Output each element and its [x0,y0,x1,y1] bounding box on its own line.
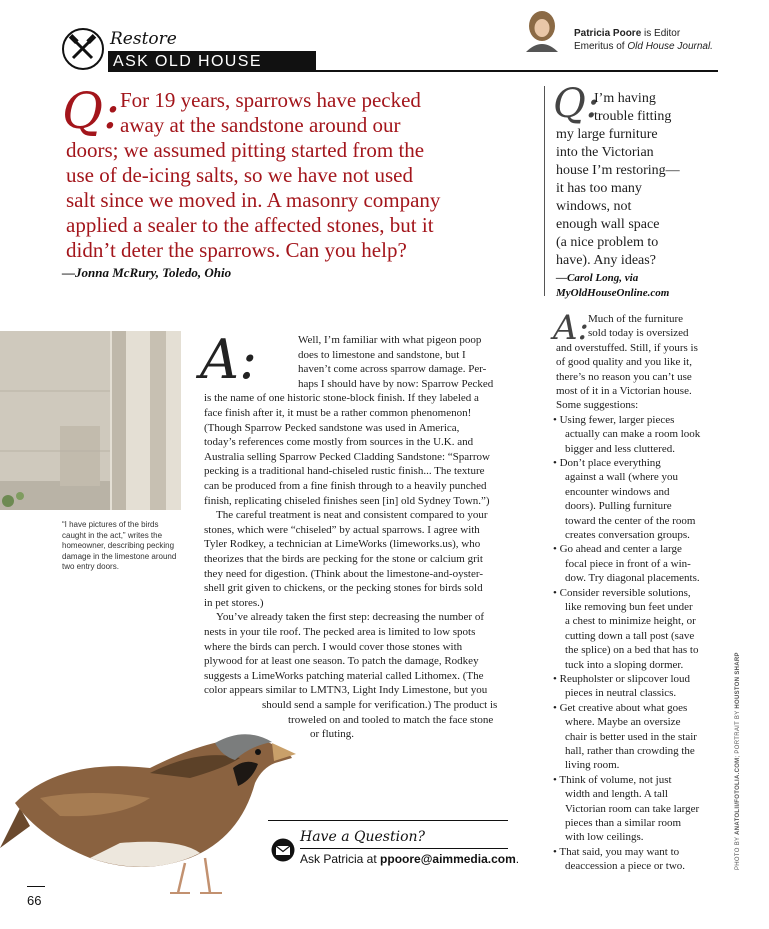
question-line: doors; we assumed pitting started from the [66,138,425,162]
question-line: didn’t deter the sparrows. Can you help? [66,238,407,262]
question-marker: Q: [62,82,120,140]
answer-line: plywood for at least one season. To patch the damage, Rodkey [204,655,479,668]
answer-line: Australia selling Sparrow Pecked Cladding Sandstone: “Sparrow [204,450,490,463]
sidebar-answer-line: • Go ahead and center a large [553,543,682,556]
sidebar-answer-line: pieces than a similar room [565,817,682,829]
sidebar-answer-line: • Get creative about what goes [553,701,688,714]
sidebar-answer-line: chair is better used in the stair [565,730,697,743]
sidebar-answer-line: • Don’t place everything [553,457,661,469]
answer-line: finish, replicating chiseled finishes seen [in] old Sydney Town.”) [204,494,490,507]
answer-line: is the name of one historic stone-block finish. If they labeled a [204,392,479,405]
answer-line: stones, which were “chiseled” by actual sparrows. I agree with [204,523,480,536]
answer-line: they need for digestion. (Think about the limestone-and-oyster- [204,567,483,580]
sidebar-question-signature-site: MyOldHouseOnline.com [556,287,670,299]
sidebar-answer-line: hall, rather than crowding the [565,745,695,757]
sidebar-answer-line: Some suggestions: [556,399,639,412]
contact-title: Have a Question? [300,829,426,845]
answer-line: face finish after it, it must be a rather common phenomenon! [204,407,472,419]
sidebar-answer-line: deaccession a piece or two. [565,860,686,873]
sidebar-answer-line: most of it in a Victorian house. [556,385,692,397]
answer-line: troweled on and tooled to match the face stone [288,713,494,726]
photo-credit [735,652,741,870]
sidebar-question-line: have). Any ideas? [556,253,656,268]
answer-marker: A: [200,328,258,391]
envelope-icon [270,838,296,862]
sidebar-answer-line: • Using fewer, larger pieces [553,413,675,426]
sidebar-answer-line: Much of the furniture [588,313,683,325]
answer-line: color appears similar to LMTN3, Light Indy Limestone, but you [204,684,488,697]
sidebar-answer-line: encounter windows and [565,485,670,498]
sidebar-answer-line: of good quality and you like it, [556,356,692,369]
contact-email-link[interactable]: ppoore@aimmedia.com [380,852,516,866]
sidebar-answer-line: width and length. A tall [565,788,668,801]
sidebar-answer-line: where. Maybe an oversize [565,716,681,729]
sidebar-answer-line: cutting down a tall post (save [565,629,695,642]
sidebar-answer-line: bigger and less cluttered. [565,442,675,455]
sidebar-question-line: windows, not [556,199,632,214]
question-signature: —Jonna McRury, Toledo, Ohio [62,265,232,280]
answer-line: nests in your tile roof. The pecked area is limited to low spots [204,626,476,638]
sidebar-answer-line: toward the center of the room [565,514,696,527]
section-title: ASK OLD HOUSE JOURNAL [108,51,316,72]
answer-line: pecking is a traditional hand-chiseled rustic finish... The texture [204,465,485,478]
sparrow-photo [0,698,300,898]
sidebar-answer-line: focal piece in front of a win- [565,557,691,570]
sidebar-question-line: (a nice problem to [556,235,659,250]
sidebar-question-line: into the Victorian [556,145,654,160]
sidebar-answer-line: tuck into a sloping dormer. [565,658,684,671]
sidebar-question-line: enough wall space [556,217,660,232]
sidebar-answer-marker: A: [553,308,590,348]
author-portrait [522,8,562,52]
credit-prefix: PHOTO BY [735,834,741,870]
sidebar-answer-line: • Consider reversible solutions, [553,586,691,599]
sidebar-answer-line: • Think of volume, not just [553,773,672,786]
page-number-rule [27,886,45,887]
contact-suffix: . [515,852,520,866]
answer-line: haps I should have by now: Sparrow Pecked [298,377,494,390]
answer-line: Well, I’m familiar with what pigeon poop [298,334,482,346]
section-kicker: Restore [110,29,177,49]
author-role-cont: Emeritus of [574,40,628,52]
answer-line: Tyler Rodkey, a technician at LimeWorks (limeworks.us), who [204,538,481,551]
sidebar-question-line: it has too many [556,181,642,196]
sidebar-answer-line: living room. [565,759,620,772]
question-line: For 19 years, sparrows have pecked [120,88,421,112]
question-line: use of de-icing salts, so we have not used [66,163,414,187]
answer-line: suggests a LimeWorks patching material called Lithomex. (The [204,669,484,682]
credit-photographer: ANATOLII/FOTOLIA.COM [735,757,741,835]
sidebar-answer-line: creates conversation groups. [565,529,690,541]
photo-caption: “I have pictures of the birds caught in the act,” writes the homeowner, describing pecking damage in the limestone around two entry doors. [62,520,177,571]
sidebar-answer-line: doors). Pulling furniture [565,500,672,513]
answer-line: in pet stores.) [204,596,264,609]
author-role: is Editor [641,28,681,39]
sidebar-question-signature: —Carol Long, via [556,272,639,284]
header-divider [316,70,718,72]
contact-prefix: Ask Patricia at [300,852,381,866]
answer-line: The careful treatment is neat and consistent compared to your [216,509,488,522]
answer-line: does to limestone and sandstone, but I [298,348,466,361]
sidebar-answer-line: there’s no reason you can’t use [556,370,692,383]
sidebar-answer-line: • That said, you may want to [553,845,680,858]
author-publication: Old House Journal. [627,40,713,52]
question-line: applied a sealer to the affected stones, but it [66,213,434,237]
stone-wall-photo [0,331,181,510]
sidebar-question-line: trouble fitting [594,109,672,124]
answer-line: (Though Sparrow Pecked sandstone was used in America, [204,421,460,434]
answer-line: where the birds can perch. I would cover those stones with [204,640,463,653]
sidebar-answer-line: with low ceilings. [565,831,644,844]
author-name: Patricia Poore [574,28,642,39]
sidebar-answer-line: and overstuffed. Still, if yours is [556,341,698,354]
answer-line: You’ve already taken the first step: decreasing the number of [216,611,484,624]
contact-divider [268,820,508,821]
sidebar-question-line: I’m having [594,91,656,106]
sidebar-question-marker: Q: [553,81,600,127]
sidebar-answer-line: against a wall (where you [565,471,679,484]
sidebar-divider [544,86,545,296]
sidebar-answer-line: • Reupholster or slipcover loud [553,673,691,685]
sidebar-answer-line: sold today is oversized [588,327,689,340]
answer-line: theorizes that the birds are pecking for the stone or calcium grit [204,553,483,565]
answer-line: or fluting. [310,728,354,741]
answer-line: today’s references come mostly from sources in the U.K. and [204,436,474,449]
sidebar-answer-line: the splice) on a bed that has to [565,644,699,657]
main-question-text [66,88,526,263]
sidebar-question-line: house I’m restoring— [556,163,680,178]
credit-portrait: HOUSTON SHARP [735,652,741,709]
author-note [574,28,713,53]
answer-line: can be produced from a fine finish through to a heavily punched [204,480,487,492]
page-number: 66 [27,893,42,908]
credit-mid: ; PORTRAIT BY [735,708,741,758]
sidebar-answer-line: Victorian room can take larger [565,802,700,815]
sidebar-answer-line: dow. Try diagonal placements. [565,572,700,585]
answer-line: should send a sample for verification.) The product is [262,699,498,711]
answer-line: haven’t come across sparrow damage. Per- [298,363,487,376]
sidebar-answer-line: a chest to minimize height, or [565,615,696,628]
question-line: salt since we moved in. A masonry company [66,188,441,212]
question-line: away at the sandstone around our [120,113,401,137]
contact-line [300,852,519,866]
hammer-logo-icon [62,28,104,70]
sidebar-answer-line: pieces in neutral classics. [565,687,677,700]
sidebar-answer-line: actually can make a room look [565,428,701,441]
contact-title-underline [300,848,508,849]
sidebar-answer-line: like removing bun feet under [565,601,693,613]
sidebar-question-line: my large furniture [556,127,658,142]
answer-line: shell grit given to chickens, or the pecking stones for birds sold [204,582,483,595]
